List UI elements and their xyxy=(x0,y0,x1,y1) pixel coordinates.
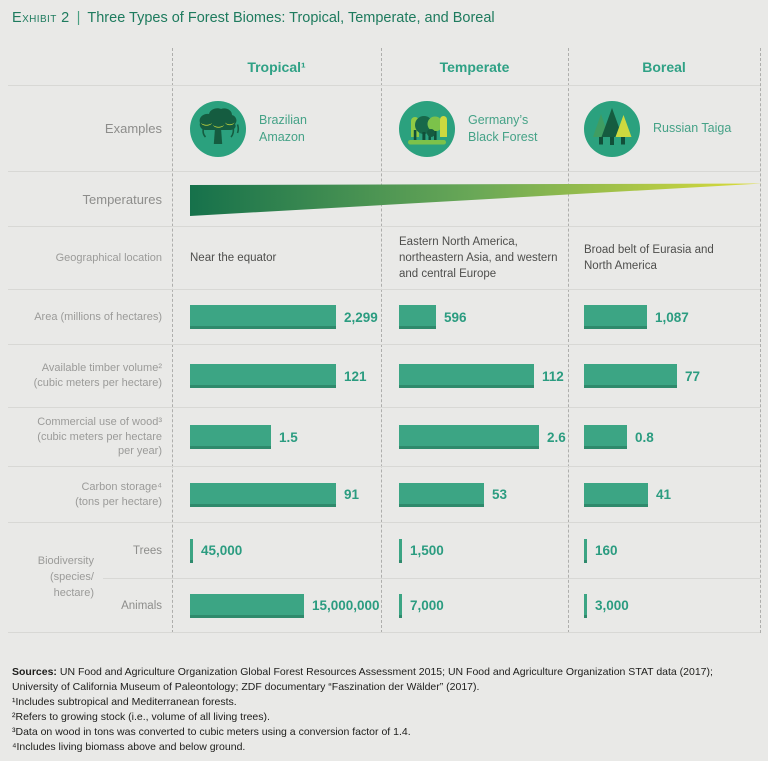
column-header-row xyxy=(8,48,760,86)
bar xyxy=(584,539,587,563)
column-header-temperate: Temperate xyxy=(439,58,510,75)
biodiversity-animals-row xyxy=(8,578,760,633)
bar-value: 0.8 xyxy=(635,429,654,445)
biodiversity-label-line: (species/ xyxy=(49,571,94,584)
geography-text: Broad belt of Eurasia and North America xyxy=(584,243,714,272)
bar xyxy=(584,594,587,618)
bar xyxy=(399,364,534,388)
bar-value: 112 xyxy=(542,368,564,384)
bar-value: 7,000 xyxy=(410,598,444,613)
bar-value: 1.5 xyxy=(279,429,298,445)
bar-value: 2,299 xyxy=(344,309,378,325)
footnote-4: ⁴Includes living biomass above and below ground. xyxy=(12,741,246,753)
example-boreal xyxy=(584,101,731,157)
bar-value: 15,000,000 xyxy=(312,598,380,613)
tropical-forest-icon xyxy=(190,101,246,157)
bar xyxy=(584,483,648,507)
bar-value: 77 xyxy=(685,368,701,384)
sources-note xyxy=(12,665,760,695)
row-label-area: Area (millions of hectares) xyxy=(34,310,162,323)
bar xyxy=(190,539,193,563)
bar-value: 53 xyxy=(492,487,508,502)
bar-value: 45,000 xyxy=(201,543,243,558)
row-label-commercial: Commercial use of wood³ xyxy=(37,416,162,429)
row-label-commercial-unit2: per year) xyxy=(117,445,162,458)
sources-label: Sources: xyxy=(12,666,57,678)
bar-value: 1,087 xyxy=(655,309,689,325)
temperature-gradient-wedge xyxy=(190,183,762,217)
bar-value: 3,000 xyxy=(595,598,629,613)
exhibit-label: Exhibit 2 xyxy=(12,10,70,26)
row-label-timber: Available timber volume² xyxy=(41,362,162,375)
biodiversity-label-line: hectare) xyxy=(53,586,94,599)
bar xyxy=(399,594,402,618)
example-caption: Germany’s Black Forest xyxy=(468,112,538,144)
bar-value: 91 xyxy=(344,487,360,502)
footnote-1: ¹Includes subtropical and Mediterranean forests. xyxy=(12,696,237,708)
footnote-3: ³Data on wood in tons was converted to cubic meters using a conversion factor of 1.4. xyxy=(12,726,411,738)
row-label-geography: Geographical location xyxy=(55,251,162,264)
temperate-forest-icon xyxy=(399,101,455,157)
bar xyxy=(190,483,336,507)
examples-row xyxy=(8,86,760,172)
bar xyxy=(399,539,402,563)
row-label-examples: Examples xyxy=(104,121,162,136)
bar-row-carbon-storage xyxy=(8,467,760,523)
biodiversity-section xyxy=(8,523,760,633)
column-divider-dashed xyxy=(760,48,761,633)
bar-row-area xyxy=(8,290,760,345)
biodiversity-label-line: Biodiversity xyxy=(37,555,94,568)
bar xyxy=(399,305,436,329)
bar-value: 41 xyxy=(656,487,672,502)
bar xyxy=(399,483,484,507)
bar xyxy=(190,594,304,618)
geography-text: Eastern North America, northeastern Asia, and western and central Europe xyxy=(399,235,558,281)
example-caption: Russian Taiga xyxy=(653,121,732,136)
example-tropical xyxy=(190,101,339,157)
bar xyxy=(190,364,336,388)
row-label-animals: Animals xyxy=(121,599,162,612)
geography-row xyxy=(8,227,760,290)
footnote-2: ²Refers to growing stock (i.e., volume of all living trees). xyxy=(12,711,270,723)
bar xyxy=(190,425,271,449)
page-title xyxy=(12,10,495,26)
example-temperate xyxy=(399,101,548,157)
bar xyxy=(584,305,647,329)
biodiversity-trees-row xyxy=(8,523,760,578)
bar-row-timber-volume xyxy=(8,345,760,408)
bar-value: 160 xyxy=(595,543,618,558)
bar-value: 121 xyxy=(344,368,367,384)
exhibit-title: Three Types of Forest Biomes: Tropical, Temperate, and Boreal xyxy=(87,10,495,26)
row-label-biodiversity xyxy=(8,523,94,633)
column-header-tropical: Tropical¹ xyxy=(247,58,306,75)
temperatures-row xyxy=(8,172,760,227)
bar-value: 1,500 xyxy=(410,543,444,558)
boreal-forest-icon xyxy=(584,101,640,157)
biomes-comparison-table xyxy=(8,48,760,633)
biodiversity-row-divider xyxy=(103,578,760,579)
example-caption: Brazilian Amazon xyxy=(259,112,307,144)
bar-value: 2.6 xyxy=(547,429,566,445)
row-label-trees: Trees xyxy=(133,544,162,557)
footer-notes xyxy=(12,665,760,755)
bar-value: 596 xyxy=(444,309,467,325)
bar xyxy=(190,305,336,329)
column-header-boreal: Boreal xyxy=(642,58,686,75)
header-spacer xyxy=(8,48,172,85)
bar-row-commercial-use xyxy=(8,408,760,467)
row-label-carbon: Carbon storage⁴ xyxy=(81,480,162,493)
row-label-carbon-unit: (tons per hectare) xyxy=(75,495,162,508)
geography-text: Near the equator xyxy=(190,251,277,264)
sources-text: UN Food and Agriculture Organization Global Forest Resources Assessment 2015; UN Food and Agriculture Organization STAT data (2017); University of California Museum of Paleontology; ZDF documentary “Faszination der Wälder” (2017). xyxy=(12,666,713,693)
title-separator: | xyxy=(76,10,81,26)
row-label-commercial-unit: (cubic meters per hectare xyxy=(37,430,162,443)
bar xyxy=(584,425,627,449)
row-label-timber-unit: (cubic meters per hectare) xyxy=(33,377,162,389)
bar xyxy=(584,364,677,388)
row-label-temperatures: Temperatures xyxy=(82,191,162,207)
bar xyxy=(399,425,539,449)
